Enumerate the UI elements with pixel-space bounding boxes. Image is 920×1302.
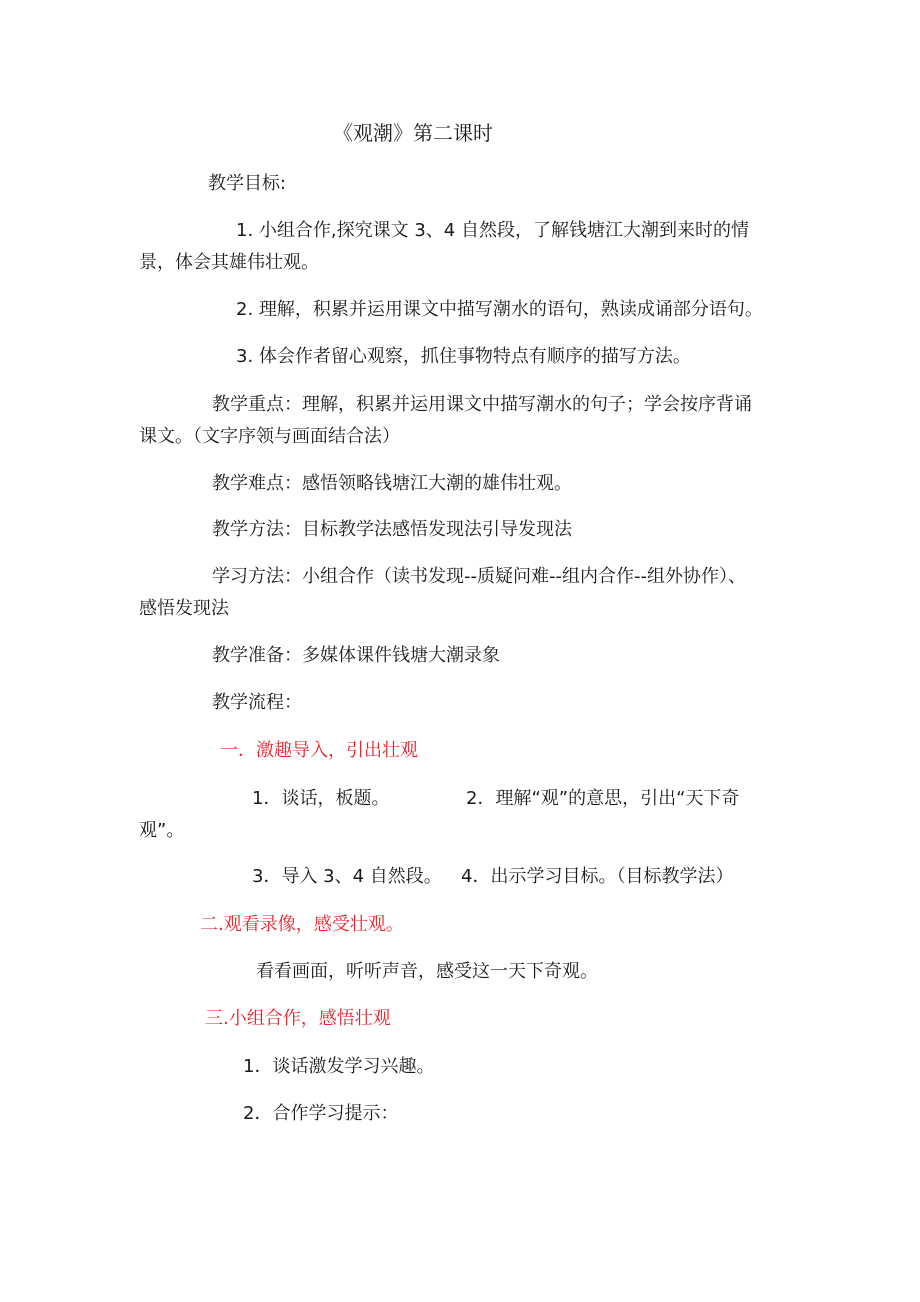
s3-item-2: 2．合作学习提示： <box>243 1103 399 1124</box>
objective-1-line1: 1. 小组合作,探究课文 3、4 自然段，了解钱塘江大潮到来时的情 <box>236 220 749 241</box>
objective-1-line2: 景，体会其雄伟壮观。 <box>139 252 319 273</box>
learning-methods-line2: 感悟发现法 <box>139 598 229 619</box>
key-points-line2: 课文。（文字序领与画面结合法） <box>139 426 400 447</box>
objective-3: 3. 体会作者留心观察，抓住事物特点有顺序的描写方法。 <box>236 346 691 367</box>
s1-item-2: 2．理解“观”的意思，引出“天下奇 <box>466 788 740 809</box>
section-3-heading: 三.小组合作，感悟壮观 <box>205 1008 391 1029</box>
s2-text: 看看画面，听听声音，感受这一天下奇观。 <box>256 961 598 982</box>
teaching-methods: 教学方法：目标教学法感悟发现法引导发现法 <box>212 519 572 540</box>
s1-item-3: 3．导入 3、4 自然段。 <box>252 866 442 887</box>
process-label: 教学流程： <box>212 692 302 713</box>
document-title: 《观潮》第二课时 <box>333 121 493 145</box>
objective-2: 2. 理解，积累并运用课文中描写潮水的语句，熟读成诵部分语句。 <box>236 299 763 320</box>
s1-item-2-cont: 观”。 <box>139 820 185 841</box>
s1-item-1: 1．谈话，板题。 <box>252 788 390 809</box>
preparation: 教学准备：多媒体课件钱塘大潮录象 <box>212 645 500 666</box>
s3-item-1: 1．谈话激发学习兴趣。 <box>243 1056 435 1077</box>
key-points-line1: 教学重点：理解，积累并运用课文中描写潮水的句子；学会按序背诵 <box>212 394 752 415</box>
section-2-heading: 二.观看录像，感受壮观。 <box>200 914 404 935</box>
learning-methods-line1: 学习方法：小组合作（读书发现--质疑问难--组内合作--组外协作）、 <box>212 566 746 587</box>
objectives-label: 教学目标: <box>208 173 287 194</box>
s1-item-4: 4．出示学习目标。（目标教学法） <box>461 866 734 887</box>
section-1-heading: 一．激趣导入，引出壮观 <box>220 740 418 761</box>
difficulties: 教学难点：感悟领略钱塘江大潮的雄伟壮观。 <box>212 473 572 494</box>
